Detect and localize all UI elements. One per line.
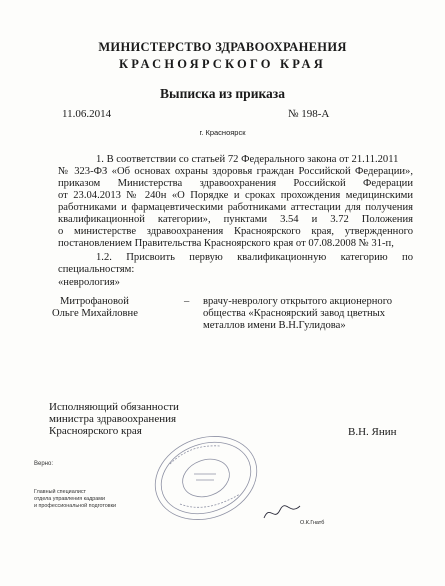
handwritten-signature bbox=[262, 500, 302, 524]
body-line: 1. В соответствии со статьей 72 Федерального закона от 21.11.2011 bbox=[96, 154, 399, 165]
verification-line: отдела управления кадрами bbox=[34, 496, 106, 502]
official-stamp-seal bbox=[150, 434, 262, 522]
body-line: приказом Министерства здравоохранения Российской Федерации bbox=[58, 178, 413, 189]
body-line: работниками и фармацевтическими работниками аттестации для получения bbox=[58, 202, 413, 213]
verification-label: Верно: bbox=[34, 461, 53, 467]
signatory-title-line: Исполняющий обязанности bbox=[49, 401, 179, 413]
employee-position-line: общества «Красноярский завод цветных bbox=[203, 308, 386, 319]
body-line: о министерстве здравоохранения Красноярского края, утвержденного bbox=[58, 226, 413, 237]
document-title: Выписка из приказа bbox=[160, 86, 285, 101]
body-line: № 323-ФЗ «Об основах охраны здоровья граждан Российской Федерации», bbox=[58, 166, 413, 177]
order-city: г. Красноярск bbox=[199, 128, 246, 137]
employee-position-line: врачу-неврологу открытого акционерного bbox=[203, 296, 393, 307]
region-name: КРАСНОЯРСКОГО КРАЯ bbox=[119, 57, 326, 71]
employee-name: Ольге Михайловне bbox=[52, 308, 138, 319]
verifier-initials: О.К.Гнатб bbox=[300, 520, 325, 526]
body-line: специальностям: bbox=[58, 264, 135, 275]
signatory-name: В.Н. Янин bbox=[348, 426, 397, 438]
ministry-name: МИНИСТЕРСТВО ЗДРАВООХРАНЕНИЯ bbox=[98, 40, 347, 54]
specialty: «неврология» bbox=[58, 277, 120, 288]
body-line: 1.2. Присвоить первую квалификационную категорию по bbox=[96, 252, 413, 263]
order-number: № 198-А bbox=[288, 108, 330, 120]
signatory-title-line: министра здравоохранения bbox=[49, 413, 177, 425]
verification-line: Главный специалист bbox=[34, 489, 87, 495]
employee-position-line: металлов имени В.Н.Гулидова» bbox=[203, 320, 346, 331]
assignment-dash: – bbox=[184, 296, 190, 307]
employee-surname: Митрофановой bbox=[60, 296, 129, 307]
signatory-title-line: Красноярского края bbox=[49, 425, 142, 437]
body-line: постановлением Правительства Красноярского края от 07.08.2008 № 31-п, bbox=[58, 238, 394, 249]
body-line: от 23.04.2013 № 240н «О Порядке и сроках прохождения медицинскими bbox=[58, 190, 413, 201]
body-line: квалификационной категории», пунктами 3.54 и 3.72 Положения bbox=[58, 214, 413, 225]
order-date: 11.06.2014 bbox=[62, 108, 112, 120]
verification-line: и профессиональной подготовки bbox=[34, 503, 116, 509]
